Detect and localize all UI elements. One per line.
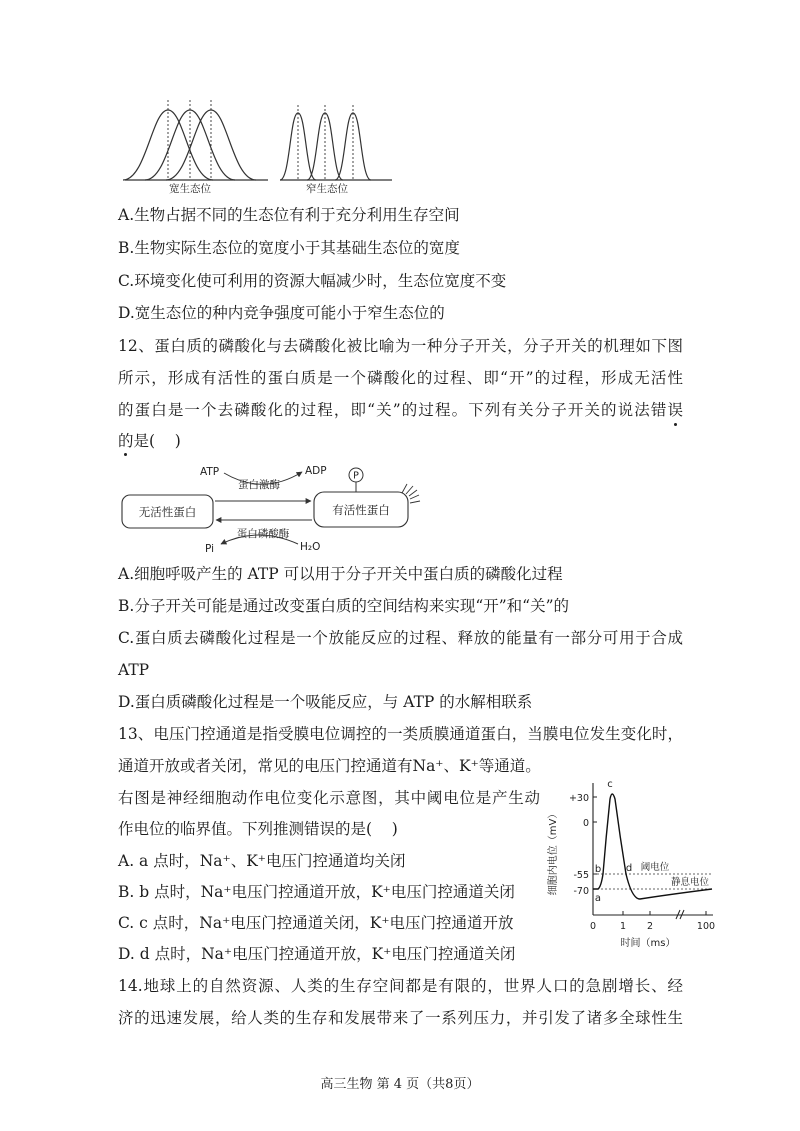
y-tick-label: -55 xyxy=(573,870,589,881)
q14-stem-line-1: 14.地球上的自然资源、人类的生存空间都是有限的，世界人口的急剧增长、经 xyxy=(118,977,683,995)
phosphatase-label: 蛋白磷酸酶 xyxy=(236,528,290,540)
inactive-protein-label: 无活性蛋白 xyxy=(138,505,197,519)
q11-option-a: A.生物占据不同的生态位有利于充分利用生存空间 xyxy=(118,206,460,224)
q11-option-b: B.生物实际生态位的宽度小于其基础生态位的宽度 xyxy=(118,239,460,257)
y-tick-label: +30 xyxy=(568,793,589,804)
narrow-niche-label: 窄生态位 xyxy=(306,183,348,195)
narrow-niche-graph xyxy=(280,105,392,180)
q12-stem-line-3: 的蛋白是一个去磷酸化的过程，即“关”的过程。下列有关分子开关的说法错误 xyxy=(118,401,683,419)
q13-stem-line-4: 作电位的临界值。下列推测错误的是( ) xyxy=(118,820,398,838)
point-label-d: d xyxy=(625,863,633,874)
y-tick-label: 0 xyxy=(582,818,589,829)
q13-stem-line-3: 右图是神经细胞动作电位变化示意图，其中阈电位是产生动 xyxy=(118,789,540,807)
atp-label: ATP xyxy=(200,466,220,478)
q12-option-c: C.蛋白质去磷酸化过程是一个放能反应的过程、释放的能量有一部分可用于合成 xyxy=(118,629,683,647)
x-tick-label: 2 xyxy=(646,921,654,932)
x-tick-label: 100 xyxy=(696,921,716,932)
wide-niche-graph xyxy=(123,100,268,180)
emphasis-dot xyxy=(674,423,677,426)
y-axis-label: 细胞内电位（mV） xyxy=(548,808,559,896)
y-tick-marks xyxy=(593,797,597,889)
threshold-label: 阈电位 xyxy=(640,862,670,873)
adp-label: ADP xyxy=(305,465,327,477)
phosphate-label: P xyxy=(353,470,359,482)
q12-option-b: B.分子开关可能是通过改变蛋白质的空间结构来实现“开”和“关”的 xyxy=(118,597,570,615)
water-label: H₂O xyxy=(300,541,321,553)
point-label-b: b xyxy=(594,864,602,875)
x-tick-marks xyxy=(623,911,706,915)
point-label-c: c xyxy=(607,779,613,790)
page-footer: 高三生物 第 4 页（共8页） xyxy=(320,1077,480,1092)
x-tick-label: 1 xyxy=(619,921,627,932)
q12-stem-line-4: 的是( ) xyxy=(118,432,181,450)
y-tick-label: -70 xyxy=(573,886,589,897)
q13-option-b: B. b 点时，Na⁺电压门控通道开放，K⁺电压门控通道关闭 xyxy=(118,883,515,901)
q11-option-d: D.宽生态位的种内竞争强度可能小于窄生态位的 xyxy=(118,304,445,322)
emphasis-dot xyxy=(124,453,127,456)
q12-stem-line-2: 所示，形成有活性的蛋白质是一个磷酸化的过程、即“开”的过程，形成无活性 xyxy=(118,369,683,387)
active-protein-label: 有活性蛋白 xyxy=(332,503,390,517)
action-potential-graph xyxy=(540,775,720,955)
q13-option-c: C. c 点时，Na⁺电压门控通道关闭，K⁺电压门控通道开放 xyxy=(118,914,514,932)
wide-niche-label: 宽生态位 xyxy=(169,183,211,195)
niche-figure xyxy=(118,95,400,200)
kinase-label: 蛋白激酶 xyxy=(238,479,280,491)
pi-label: Pi xyxy=(205,543,215,555)
x-axis-label: 时间（ms） xyxy=(620,938,676,949)
point-label-a: a xyxy=(594,893,602,904)
q12-option-c-continued: ATP xyxy=(118,661,150,679)
q13-option-d: D. d 点时，Na⁺电压门控通道开放，K⁺电压门控通道关闭 xyxy=(118,945,516,963)
x-tick-label: 0 xyxy=(589,921,597,932)
q12-option-d: D.蛋白质磷酸化过程是一个吸能反应，与 ATP 的水解相联系 xyxy=(118,693,533,711)
resting-label: 静息电位 xyxy=(670,877,710,888)
q14-stem-line-2: 济的迅速发展，给人类的生存和发展带来了一系列压力，并引发了诸多全球性生 xyxy=(118,1009,683,1027)
q12-option-a: A.细胞呼吸产生的 ATP 可以用于分子开关中蛋白质的磷酸化过程 xyxy=(118,565,563,583)
q13-stem-line-2: 通道开放或者关闭，常见的电压门控通道有Na⁺、K⁺等通道。 xyxy=(118,757,541,775)
q12-stem-line-1: 12、蛋白质的磷酸化与去磷酸化被比喻为一种分子开关，分子开关的机理如下图 xyxy=(118,337,683,355)
q13-stem-line-1: 13、电压门控通道是指受膜电位调控的一类质膜通道蛋白，当膜电位发生变化时， xyxy=(118,725,683,743)
q11-option-c: C.环境变化使可利用的资源大幅减少时，生态位宽度不变 xyxy=(118,272,507,290)
molecular-switch-diagram xyxy=(118,460,430,560)
q13-option-a: A. a 点时，Na⁺、K⁺电压门控通道均关闭 xyxy=(118,852,406,870)
